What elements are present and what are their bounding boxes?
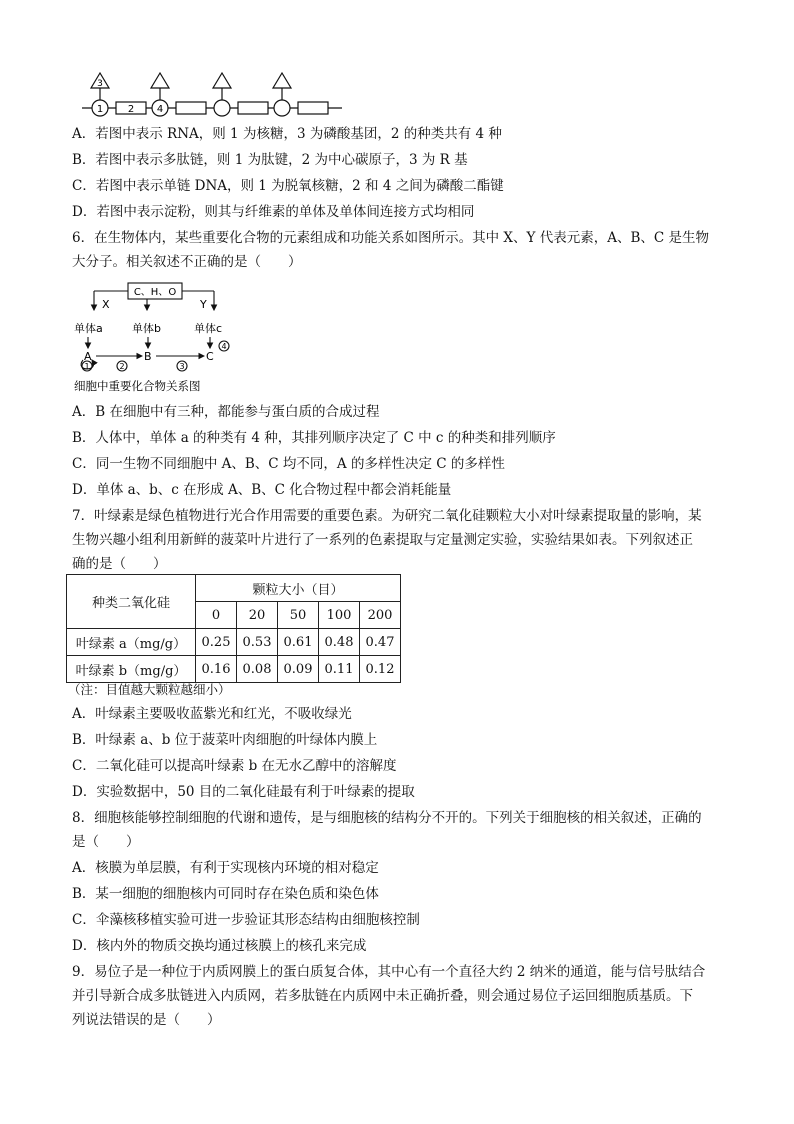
q8-option-c: C．伞藻核移植实验可进一步验证其形态结构由细胞核控制 xyxy=(72,912,420,928)
q5-chain-figure xyxy=(80,70,350,120)
q7-cell: 0.08 xyxy=(237,656,278,683)
table-row xyxy=(67,629,401,656)
q5-option-c: C．若图中表示单链 DNA，则 1 为脱氧核糖，2 和 4 之间为磷酸二酯键 xyxy=(72,178,504,194)
q7-data-table xyxy=(66,574,401,683)
q7-option-d: D．实验数据中，50 目的二氧化硅最有利于叶绿素的提取 xyxy=(72,784,415,800)
q6-option-b: B．人体中，单体 a 的种类有 4 种，其排列顺序决定了 C 中 c 的种类和排列顺序 xyxy=(72,430,556,446)
q8-stem-line1: 8．细胞核能够控制细胞的代谢和遗传，是与细胞核的结构分不开的。下列关于细胞核的相关叙述，正确的 xyxy=(72,810,702,826)
q7-stem-line2: 生物兴趣小组利用新鲜的菠菜叶片进行了一系列的色素提取与定量测定实验，实验结果如表。下列叙述正 xyxy=(72,532,693,548)
q6-compound-diagram xyxy=(72,280,242,396)
q7-col-50: 50 xyxy=(278,602,319,629)
q7-cell: 0.47 xyxy=(360,629,401,656)
q7-col-100: 100 xyxy=(319,602,360,629)
q7-cell: 0.11 xyxy=(319,656,360,683)
q7-col-0: 0 xyxy=(196,602,237,629)
q7-cell: 0.16 xyxy=(196,656,237,683)
q5-label-4: 4 xyxy=(156,104,164,115)
q6-top-label: C、H、O xyxy=(133,287,177,298)
q6-caption: 细胞中重要化合物关系图 xyxy=(74,379,201,393)
q9-stem-line2: 并引导新合成多肽链进入内质网，若多肽链在内质网中未正确折叠，则会通过易位子运回细胞质基质。下 xyxy=(72,988,693,1004)
q6-circle-3: 3 xyxy=(179,362,185,371)
q6-option-d: D．单体 a、b、c 在形成 A、B、C 化合物过程中都会消耗能量 xyxy=(72,482,452,498)
q7-cell: 0.25 xyxy=(196,629,237,656)
table-row xyxy=(67,656,401,683)
q6-stem-line1: 6．在生物体内，某些重要化合物的元素组成和功能关系如图所示。其中 X、Y 代表元素，A、B、C 是生物 xyxy=(72,230,709,246)
q6-monomer-b: 单体b xyxy=(132,322,161,335)
q7-cell: 0.48 xyxy=(319,629,360,656)
q8-stem-line2: 是（ ） xyxy=(72,834,140,850)
q7-stem-line3: 确的是（ ） xyxy=(72,556,167,572)
q7-col-20: 20 xyxy=(237,602,278,629)
q6-option-c: C．同一生物不同细胞中 A、B、C 均不同，A 的多样性决定 C 的多样性 xyxy=(72,456,505,472)
q7-table-group-header: 颗粒大小（目） xyxy=(196,575,401,602)
q6-monomer-a: 单体a xyxy=(74,322,103,335)
q7-cell: 0.61 xyxy=(278,629,319,656)
q7-cell: 0.09 xyxy=(278,656,319,683)
q6-circle-2: 2 xyxy=(119,362,125,371)
q7-option-a: A．叶绿素主要吸收蓝紫光和红光，不吸收绿光 xyxy=(72,706,352,722)
q7-row-label: 叶绿素 a（mg/g） xyxy=(67,629,196,656)
q6-node-c: C xyxy=(206,350,214,363)
q6-y-label: Y xyxy=(200,298,207,311)
q8-option-b: B．某一细胞的细胞核内可同时存在染色质和染色体 xyxy=(72,886,379,902)
q8-option-a: A．核膜为单层膜，有利于实现核内环境的相对稳定 xyxy=(72,860,379,876)
q6-circle-1: 1 xyxy=(84,362,90,371)
q7-stem-line1: 7．叶绿素是绿色植物进行光合作用需要的重要色素。为研究二氧化硅颗粒大小对叶绿素提取量的影响，某 xyxy=(72,508,702,524)
q6-stem-line2: 大分子。相关叙述不正确的是（ ） xyxy=(72,254,302,270)
q7-note: （注：目值越大颗粒越细小） xyxy=(68,682,231,697)
q5-label-1: 1 xyxy=(96,104,104,115)
q5-label-3: 3 xyxy=(97,79,103,89)
q9-stem-line3: 列说法错误的是（ ） xyxy=(72,1012,221,1028)
q7-row-label: 叶绿素 b（mg/g） xyxy=(67,656,196,683)
q6-node-b: B xyxy=(144,350,152,363)
q6-circle-4: 4 xyxy=(221,342,227,351)
q7-cell: 0.12 xyxy=(360,656,401,683)
q7-option-b: B．叶绿素 a、b 位于菠菜叶肉细胞的叶绿体内膜上 xyxy=(72,732,378,748)
q8-option-d: D．核内外的物质交换均通过核膜上的核孔来完成 xyxy=(72,938,367,954)
q7-option-c: C．二氧化硅可以提高叶绿素 b 在无水乙醇中的溶解度 xyxy=(72,758,397,774)
q5-option-d: D．若图中表示淀粉，则其与纤维素的单体及单体间连接方式均相同 xyxy=(72,204,475,220)
q7-table-corner: 种类二氧化硅 xyxy=(67,575,196,629)
q9-stem-line1: 9．易位子是一种位于内质网膜上的蛋白质复合体，其中心有一个直径大约 2 纳米的通道，能与信号肽结合 xyxy=(72,964,706,980)
q5-option-a: A．若图中表示 RNA，则 1 为核糖，3 为磷酸基团，2 的种类共有 4 种 xyxy=(72,126,502,142)
q5-label-2: 2 xyxy=(127,104,135,115)
q7-col-200: 200 xyxy=(360,602,401,629)
q6-monomer-c: 单体c xyxy=(194,322,223,335)
q6-option-a: A．B 在细胞中有三种，都能参与蛋白质的合成过程 xyxy=(72,404,380,420)
q6-x-label: X xyxy=(102,298,110,311)
q5-option-b: B．若图中表示多肽链，则 1 为肽键，2 为中心碳原子，3 为 R 基 xyxy=(72,152,468,168)
q7-cell: 0.53 xyxy=(237,629,278,656)
q6-node-a: A xyxy=(84,350,92,363)
